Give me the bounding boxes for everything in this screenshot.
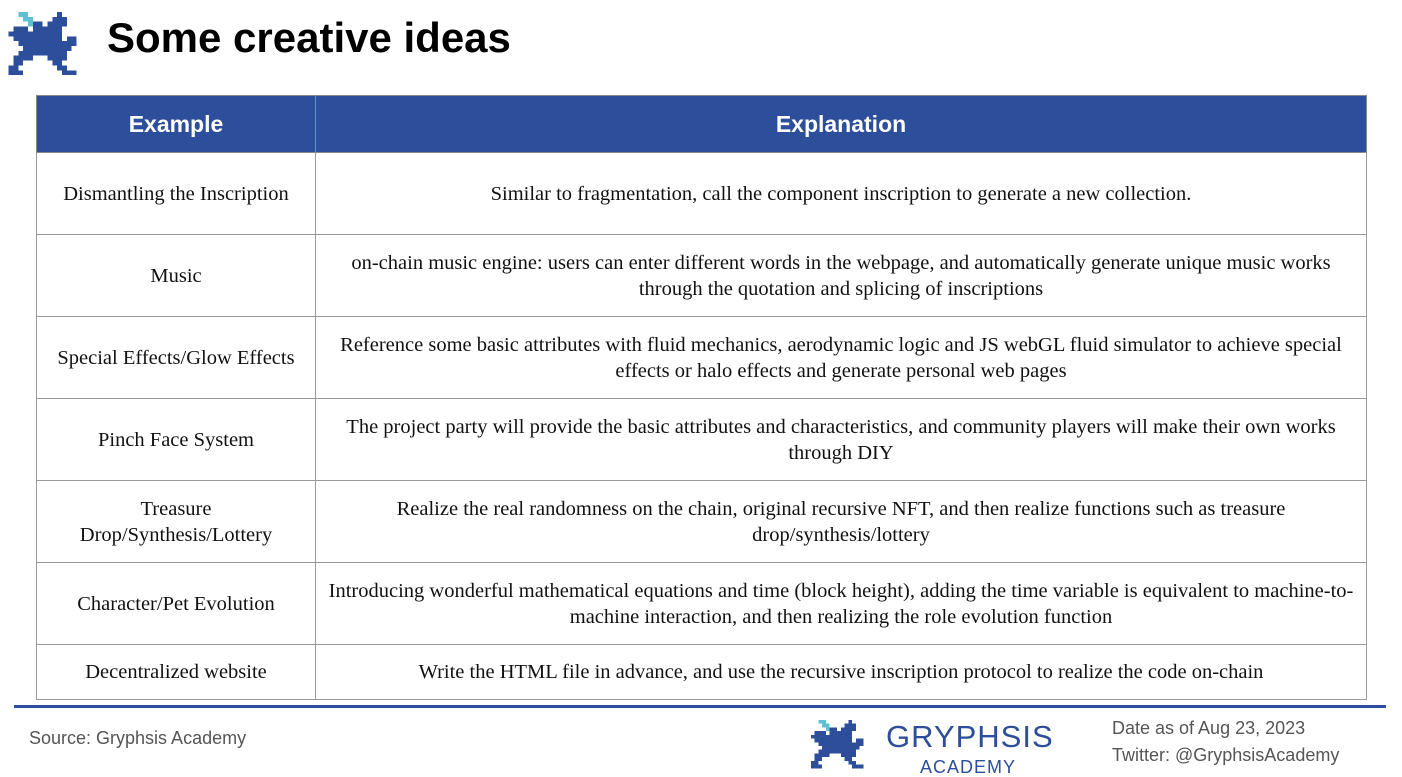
explanation-cell: Write the HTML file in advance, and use the recursive inscription protocol to realize the code on-chain [316, 645, 1367, 700]
table-row [37, 645, 1367, 700]
table-row [37, 399, 1367, 481]
explanation-cell: Similar to fragmentation, call the component inscription to generate a new collection. [316, 153, 1367, 235]
example-cell: Decentralized website [37, 645, 316, 700]
explanation-cell: Realize the real randomness on the chain, original recursive NFT, and then realize functions such as treasure drop/synthesis/lottery [316, 481, 1367, 563]
table-row [37, 317, 1367, 399]
example-cell: Treasure Drop/Synthesis/Lottery [37, 481, 316, 563]
table-row [37, 481, 1367, 563]
brand-name: GRYPHSIS [886, 719, 1054, 754]
example-cell: Music [37, 235, 316, 317]
source-note: Source: Gryphsis Academy [29, 728, 247, 748]
ideas-table [36, 95, 1367, 700]
footer-divider [14, 705, 1386, 708]
example-cell: Dismantling the Inscription [37, 153, 316, 235]
example-cell: Pinch Face System [37, 399, 316, 481]
explanation-cell: The project party will provide the basic attributes and characteristics, and community players will make their own works through DIY [316, 399, 1367, 481]
column-header-example: Example [37, 96, 316, 153]
table-header-row [37, 96, 1367, 153]
table-row [37, 235, 1367, 317]
ideas-table-wrap [36, 95, 1367, 699]
gryphon-logo-icon [8, 12, 82, 80]
explanation-cell: on-chain music engine: users can enter different words in the webpage, and automatically generate unique music works through the quotation and splicing of inscriptions [316, 235, 1367, 317]
explanation-cell: Reference some basic attributes with fluid mechanics, aerodynamic logic and JS webGL fluid simulator to achieve special effects or halo effects and generate personal web pages [316, 317, 1367, 399]
date-note: Date as of Aug 23, 2023 [1112, 718, 1306, 738]
example-cell: Special Effects/Glow Effects [37, 317, 316, 399]
brand-subtitle: ACADEMY [920, 757, 1017, 777]
column-header-explanation: Explanation [316, 96, 1367, 153]
gryphon-logo-icon [811, 719, 867, 773]
explanation-cell: Introducing wonderful mathematical equations and time (block height), adding the time variable is equivalent to machine-to-machine interaction, and then realizing the role evolution function [316, 563, 1367, 645]
table-row [37, 563, 1367, 645]
twitter-handle: Twitter: @GryphsisAcademy [1112, 745, 1340, 765]
example-cell: Character/Pet Evolution [37, 563, 316, 645]
table-row [37, 153, 1367, 235]
page-title: Some creative ideas [107, 14, 511, 61]
